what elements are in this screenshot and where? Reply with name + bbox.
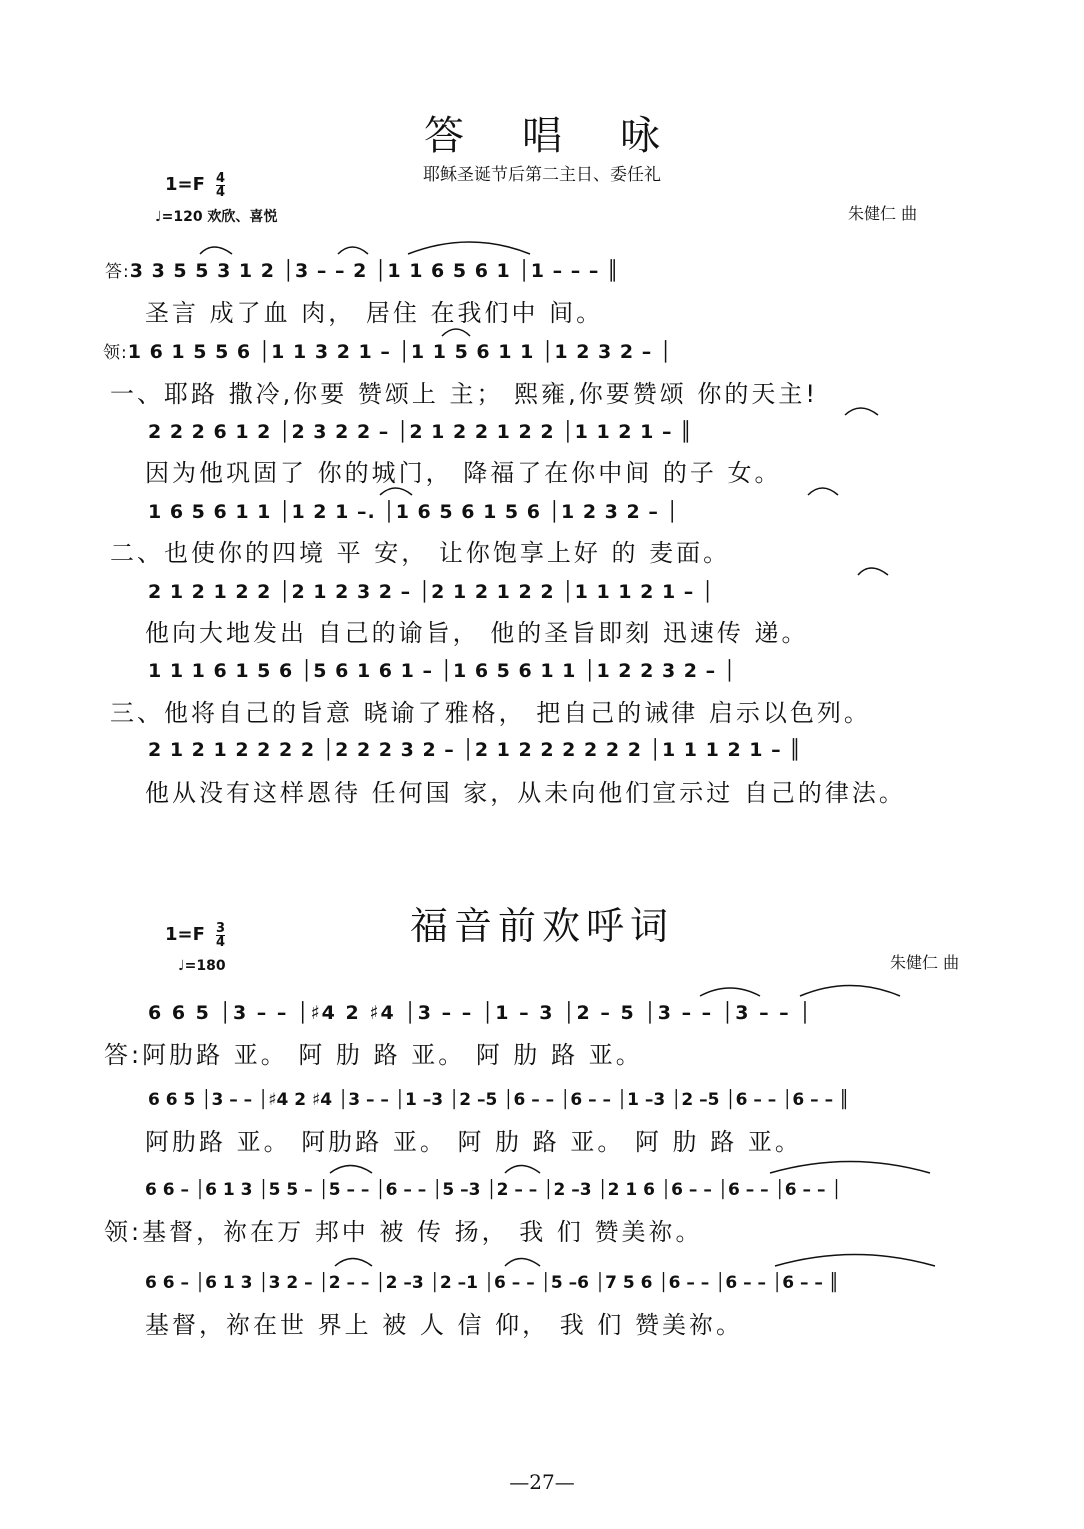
song2-meter: [216, 922, 225, 949]
notation: 6 6 5 │3 – – │♯4 2 ♯4 │3 – – │1 –3 │2 –5 │6 – – │6 – – │1 –3 │2 –5 │6 – – │6 – – ║: [148, 1090, 850, 1110]
song1-composer: 朱健仁 曲: [848, 204, 918, 223]
song2-tempo: ♩=180: [178, 958, 226, 974]
notation: 6 6 – │6 1 3 │5 5 – │5 – – │6 – – │5 –3 │2 – – │2 –3 │2 1 6 │6 – – │6 – – │6 – – │: [145, 1180, 842, 1200]
song1-notation-row: [105, 256, 619, 286]
song1-lyric-row: 他向大地发出 自己的谕旨， 他的圣旨即刻 迅速传 递。: [145, 619, 809, 647]
notation: 1 6 5 6 1 1 │1 2 1 –. │1 6 5 6 1 5 6 │1 2 3 2 – │: [148, 501, 679, 523]
slur-mark: [200, 247, 232, 254]
slur-mark: [800, 986, 900, 997]
song1-meter: [216, 172, 225, 199]
notation: 2 2 2 6 1 2 │2 3 2 2 – │2 1 2 2 1 2 2 │1 1 2 1 – ║: [148, 421, 693, 443]
song2-lyric-row: 领:基督，祢在万 邦中 被 传 扬， 我 们 赞美祢。: [104, 1218, 703, 1246]
slur-mark: [505, 1259, 540, 1267]
song1-key-signature: [165, 172, 225, 199]
notation: 6 6 – │6 1 3 │3 2 – │2 – – │2 –3 │2 –1 │6 – – │5 –6 │7 5 6 │6 – – │6 – – │6 – – ║: [145, 1273, 840, 1293]
slur-mark: [775, 1255, 935, 1267]
song2-lyric-row: 答:阿肋路 亚。 阿 肋 路 亚。 阿 肋 路 亚。: [104, 1041, 643, 1069]
song1-meter-bottom: 4: [216, 185, 226, 200]
row-label: 领:: [103, 343, 128, 363]
slur-mark: [858, 568, 888, 575]
notation: 1 1 1 6 1 5 6 │5 6 1 6 1 – │1 6 5 6 1 1 │1 2 2 3 2 – │: [148, 660, 737, 682]
song2-meter-bottom: 4: [216, 935, 226, 950]
song1-lyric-row: 因为他巩固了 你的城门， 降福了在你中间 的子 女。: [145, 459, 782, 487]
slur-mark: [845, 408, 878, 415]
slur-mark: [505, 1166, 540, 1174]
song1-title: 答唱咏: [424, 113, 718, 159]
notation: 3 3 5 5 3 1 2 │3 – – 2 │1 1 6 5 6 1 │1 – – – ║: [129, 260, 620, 282]
song1-notation-row: [148, 497, 679, 527]
notation: 2 1 2 1 2 2 │2 1 2 3 2 – │2 1 2 1 2 2 │1 1 1 2 1 – │: [148, 581, 715, 603]
song2-notation-row: [145, 1175, 842, 1205]
slur-mark: [700, 988, 760, 996]
slur-mark: [330, 1166, 372, 1174]
slur-mark: [338, 247, 368, 254]
song2-key-signature: [165, 922, 225, 949]
song1-lyric-row: 一、耶路 撒冷,你要 赞颂上 主； 熙雍,你要赞颂 你的天主!: [110, 380, 819, 408]
slur-mark: [770, 1162, 930, 1174]
song1-notation-row: [103, 337, 672, 367]
song2-lyric-row: 基督，祢在世 界上 被 人 信 仰， 我 们 赞美祢。: [145, 1311, 744, 1339]
slur-mark: [808, 488, 838, 495]
song2-notation-row: [148, 1085, 849, 1115]
song2-lyric-row: 阿肋路 亚。 阿肋路 亚。 阿 肋 路 亚。 阿 肋 路 亚。: [145, 1128, 802, 1156]
song1-lyric-row: 他从没有这样恩待 任何国 家，从未向他们宣示过 自己的律法。: [145, 779, 906, 807]
slur-mark: [335, 1259, 372, 1267]
song2-notation-row: [145, 1268, 839, 1298]
song1-lyric-row: 圣言 成了血 肉， 居住 在我们中 间。: [145, 299, 604, 327]
song2-composer: 朱健仁 曲: [890, 953, 960, 972]
song2-title: 福音前欢呼词: [409, 904, 674, 948]
notation: 6 6 5 │3 – – │♯4 2 ♯4 │3 – – │1 – 3 │2 – 5 │3 – – │3 – – │: [148, 1002, 813, 1024]
song1-subtitle: 耶稣圣诞节后第二主日、委任礼: [423, 165, 661, 185]
song1-lyric-row: 三、他将自己的旨意 晓谕了雅格， 把自己的诫律 启示以色列。: [110, 699, 871, 727]
song1-lyric-row: 二、也使你的四境 平 安， 让你饱享上好 的 麦面。: [110, 539, 731, 567]
slur-mark: [442, 329, 470, 336]
page-number: —27—: [509, 1470, 575, 1494]
notation: 1 6 1 5 5 6 │1 1 3 2 1 – │1 1 5 6 1 1 │1 2 3 2 – │: [127, 341, 673, 363]
notation: 2 1 2 1 2 2 2 2 │2 2 2 3 2 – │2 1 2 2 2 2 2 2 │1 1 1 2 1 – ║: [148, 739, 802, 761]
song1-key: 1=F: [165, 174, 205, 195]
song1-notation-row: [148, 577, 714, 607]
song2-notation-row: [148, 998, 813, 1028]
song1-notation-row: [148, 735, 802, 765]
song1-notation-row: [148, 417, 693, 447]
song1-notation-row: [148, 656, 736, 686]
song2-key: 1=F: [165, 924, 205, 945]
song1-meter-top: 4: [216, 171, 226, 186]
song1-tempo: ♩=120 欢欣、喜悦: [155, 209, 278, 225]
row-label: 答:: [105, 262, 130, 282]
slur-mark: [408, 242, 530, 254]
song2-meter-top: 3: [216, 921, 226, 936]
slur-mark: [380, 488, 412, 495]
